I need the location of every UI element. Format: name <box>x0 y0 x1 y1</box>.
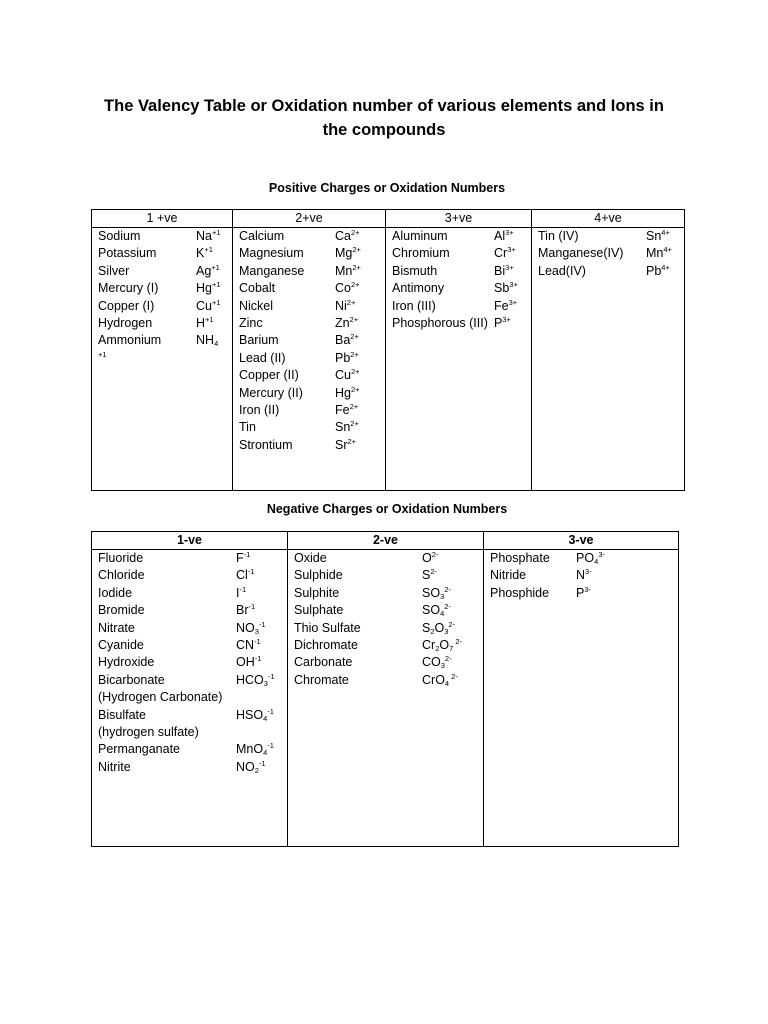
element-name: Zinc <box>239 315 263 330</box>
element-entry <box>532 228 684 245</box>
negative-charges-table <box>91 531 679 847</box>
element-entry <box>288 637 483 654</box>
element-name: Nitrate <box>98 620 135 635</box>
element-name: Ammonium <box>98 333 162 348</box>
element-symbol: $Mn^{2+}$ <box>335 262 361 278</box>
element-entry <box>386 280 531 297</box>
element-entry <box>233 367 385 384</box>
element-name: Copper (II) <box>239 368 299 383</box>
element-entry <box>233 263 385 280</box>
positive-section-heading: Positive Charges or Oxidation Numbers <box>268 181 506 195</box>
positive-column-3 <box>386 228 532 491</box>
element-name: Bicarbonate <box>98 672 165 687</box>
negative-column-2 <box>288 550 484 847</box>
element-symbol: $Ca^{2+}$ <box>335 228 360 243</box>
column-header-4-positive: 4+ve <box>532 210 685 228</box>
column-header-3-negative: 3-ve <box>484 532 679 550</box>
element-name: Mercury (II) <box>239 385 303 400</box>
element-entry <box>233 402 385 419</box>
column-header-1-negative: 1-ve <box>92 532 288 550</box>
element-name: Dichromate <box>294 637 358 652</box>
element-entry <box>386 263 531 280</box>
element-symbol: $Na^{+1}$ <box>196 228 221 243</box>
element-symbol: $Bi^{3+}$ <box>494 262 514 278</box>
element-symbol: $NH_4$ <box>196 333 219 349</box>
element-entry <box>92 228 232 245</box>
element-name: Copper (I) <box>98 298 155 313</box>
element-symbol: $H^{+1}$ <box>196 314 214 330</box>
element-name: Sulphide <box>294 568 343 583</box>
element-entry <box>386 228 531 245</box>
element-name: Oxide <box>294 551 327 565</box>
element-symbol: $Fe^{2+}$ <box>335 401 359 417</box>
element-name: Lead (II) <box>239 350 286 365</box>
element-name: Sodium <box>98 229 141 243</box>
element-symbol: $SO_4^{2-}$ <box>422 602 451 619</box>
document-title: The Valency Table or Oxidation number of various elements and Ions in the compounds <box>104 97 664 139</box>
element-entry <box>288 550 483 567</box>
element-symbol: $S_2O_3^{2-}$ <box>422 619 456 636</box>
positive-column-4 <box>532 228 685 491</box>
element-name: Aluminum <box>392 229 448 243</box>
element-name: Iodide <box>98 585 133 600</box>
element-symbol: $Cl^{-1}$ <box>236 567 255 583</box>
element-name: Chromium <box>392 246 450 261</box>
element-name: Hydroxide <box>98 655 155 670</box>
element-symbol: $Mn^{4+}$ <box>646 245 672 261</box>
element-name: Tin (IV) <box>538 229 579 243</box>
element-name: Bismuth <box>392 263 438 278</box>
element-entry <box>92 245 232 262</box>
element-name: Nickel <box>239 298 274 313</box>
negative-column-3 <box>484 550 679 847</box>
element-symbol: $I^{-1}$ <box>236 584 247 600</box>
element-symbol: $Ag^{+1}$ <box>196 262 220 278</box>
element-symbol: $PO_4^{3-}$ <box>576 550 605 566</box>
element-entry <box>92 724 287 741</box>
element-entry <box>233 437 385 454</box>
element-symbol: $S^{2-}$ <box>422 567 438 583</box>
element-name: Carbonate <box>294 655 353 670</box>
element-symbol: $F^{-1}$ <box>236 550 251 565</box>
element-symbol: CrO$_4$ $^{2-}$ <box>422 671 458 688</box>
element-symbol: $Mg^{2+}$ <box>335 245 361 261</box>
element-entry <box>92 550 287 567</box>
positive-charges-table <box>91 209 685 491</box>
element-name: Iron (II) <box>239 402 280 417</box>
element-name: Sulphite <box>294 585 340 600</box>
element-name: (Hydrogen Carbonate) <box>98 690 223 705</box>
element-entry <box>92 759 287 776</box>
element-entry <box>92 689 287 706</box>
element-symbol: $Pb^{4+}$ <box>646 262 670 278</box>
element-entry <box>92 602 287 619</box>
element-entry <box>233 245 385 262</box>
negative-section-heading: Negative Charges or Oxidation Numbers <box>266 502 508 516</box>
element-name: Magnesium <box>239 246 304 261</box>
element-name: Phosphorous (III) <box>392 315 488 330</box>
element-entry <box>484 550 678 567</box>
element-symbol: $Cr_2O_7$ $^{2-}$ <box>422 636 463 653</box>
element-symbol: $Sr^{2+}$ <box>335 436 357 452</box>
element-entry <box>484 567 678 584</box>
element-name: Cobalt <box>239 281 276 296</box>
element-entry <box>288 672 483 689</box>
element-entry <box>288 585 483 602</box>
element-symbol: $P^{3+}$ <box>494 314 511 330</box>
element-entry <box>92 567 287 584</box>
column-header-2-negative: 2-ve <box>288 532 484 550</box>
element-name: Manganese(IV) <box>538 246 624 261</box>
element-symbol: $P^{3-}$ <box>576 584 592 600</box>
element-symbol: $SO_3^{2-}$ <box>422 584 451 601</box>
element-entry <box>532 245 684 262</box>
element-symbol: MnO$_4^{-1}$ <box>236 741 274 758</box>
element-entry <box>233 298 385 315</box>
negative-column-1 <box>92 550 288 847</box>
element-symbol: $NO_3^{-1}$ <box>236 619 266 636</box>
element-name: Nitrite <box>98 759 131 774</box>
element-symbol: $Pb^{2+}$ <box>335 349 359 365</box>
element-entry <box>233 332 385 349</box>
element-name: Silver <box>98 263 130 278</box>
element-name: Permanganate <box>98 742 181 757</box>
element-name: Phosphate <box>490 551 550 565</box>
element-name: Sulphate <box>294 603 344 618</box>
element-symbol: $CO_3^{2-}$ <box>422 654 452 671</box>
element-entry <box>233 280 385 297</box>
element-name: Calcium <box>239 229 285 243</box>
element-entry <box>233 315 385 332</box>
element-symbol: $K^{+1}$ <box>196 245 213 261</box>
element-entry <box>233 228 385 245</box>
element-name: Potassium <box>98 246 157 261</box>
element-symbol: $HCO_3^{-1}$ <box>236 671 275 688</box>
element-name: Tin <box>239 420 256 435</box>
element-entry <box>532 263 684 280</box>
column-header-3-positive: 3+ve <box>386 210 532 228</box>
element-entry <box>233 385 385 402</box>
element-entry <box>484 585 678 602</box>
element-symbol: $Al^{3+}$ <box>494 228 514 243</box>
element-name: Manganese <box>239 263 305 278</box>
column-header-2-positive: 2+ve <box>233 210 386 228</box>
element-symbol: $OH^{-1}$ <box>236 654 262 670</box>
element-entry <box>288 620 483 637</box>
element-name: Mercury (I) <box>98 281 159 296</box>
element-symbol: $HSO_4^{-1}$ <box>236 706 274 723</box>
element-entry <box>92 315 232 332</box>
element-entry <box>288 602 483 619</box>
element-name: Hydrogen <box>98 315 153 330</box>
element-entry <box>92 707 287 724</box>
element-symbol: $Fe^{3+}$ <box>494 297 518 313</box>
element-symbol: $N^{3-}$ <box>576 567 592 583</box>
element-name: Thio Sulfate <box>294 620 361 635</box>
element-name: Lead(IV) <box>538 263 586 278</box>
element-entry <box>288 654 483 671</box>
element-symbol: $Ba^{2+}$ <box>335 332 359 348</box>
element-symbol: $Ni^{2+}$ <box>335 297 356 313</box>
element-entry <box>92 332 232 349</box>
element-entry <box>288 567 483 584</box>
element-entry <box>386 315 531 332</box>
element-symbol: $Zn^{2+}$ <box>335 314 359 330</box>
element-symbol: $Cu^{+1}$ <box>196 297 221 313</box>
element-name: (hydrogen sulfate) <box>98 724 199 739</box>
element-name: Bisulfate <box>98 707 146 722</box>
element-entry <box>92 654 287 671</box>
element-symbol: $Hg^{2+}$ <box>335 384 360 400</box>
element-symbol: $Cu^{2+}$ <box>335 367 360 383</box>
positive-column-1 <box>92 228 233 491</box>
element-name: Chromate <box>294 672 349 687</box>
element-symbol: $NO_2^{-1}$ <box>236 758 266 775</box>
element-entry <box>92 672 287 689</box>
positive-column-2 <box>233 228 386 491</box>
element-symbol: $CN^{-1}$ <box>236 636 261 652</box>
element-entry <box>92 741 287 758</box>
element-name: Cyanide <box>98 637 144 652</box>
element-name: Chloride <box>98 568 145 583</box>
element-entry <box>92 585 287 602</box>
element-name: Fluoride <box>98 551 144 565</box>
element-symbol: $Br^{-1}$ <box>236 602 256 618</box>
element-name: Barium <box>239 333 279 348</box>
element-entry <box>92 620 287 637</box>
element-symbol: $Hg^{+1}$ <box>196 280 221 296</box>
element-name: Nitride <box>490 568 527 583</box>
element-name: Antimony <box>392 281 445 296</box>
element-entry <box>92 263 232 280</box>
stray-charge-note: +1 <box>98 349 107 359</box>
element-entry <box>92 637 287 654</box>
element-name: Bromide <box>98 603 145 618</box>
element-symbol: $Co^{2+}$ <box>335 280 360 296</box>
element-symbol: $Cr^{3+}$ <box>494 245 516 261</box>
element-entry <box>386 298 531 315</box>
element-symbol: $O^{2-}$ <box>422 550 439 565</box>
element-entry <box>233 350 385 367</box>
element-symbol: $Sb^{3+}$ <box>494 280 518 296</box>
element-name: Phosphide <box>490 585 550 600</box>
element-symbol: $Sn^{2+}$ <box>335 419 359 435</box>
element-entry <box>386 245 531 262</box>
element-symbol: $Sn^{4+}$ <box>646 228 670 243</box>
column-header-1-positive: 1 +ve <box>92 210 233 228</box>
element-name: Strontium <box>239 437 293 452</box>
element-name: Iron (III) <box>392 298 436 313</box>
element-entry <box>92 298 232 315</box>
element-entry <box>233 419 385 436</box>
element-entry <box>92 280 232 297</box>
